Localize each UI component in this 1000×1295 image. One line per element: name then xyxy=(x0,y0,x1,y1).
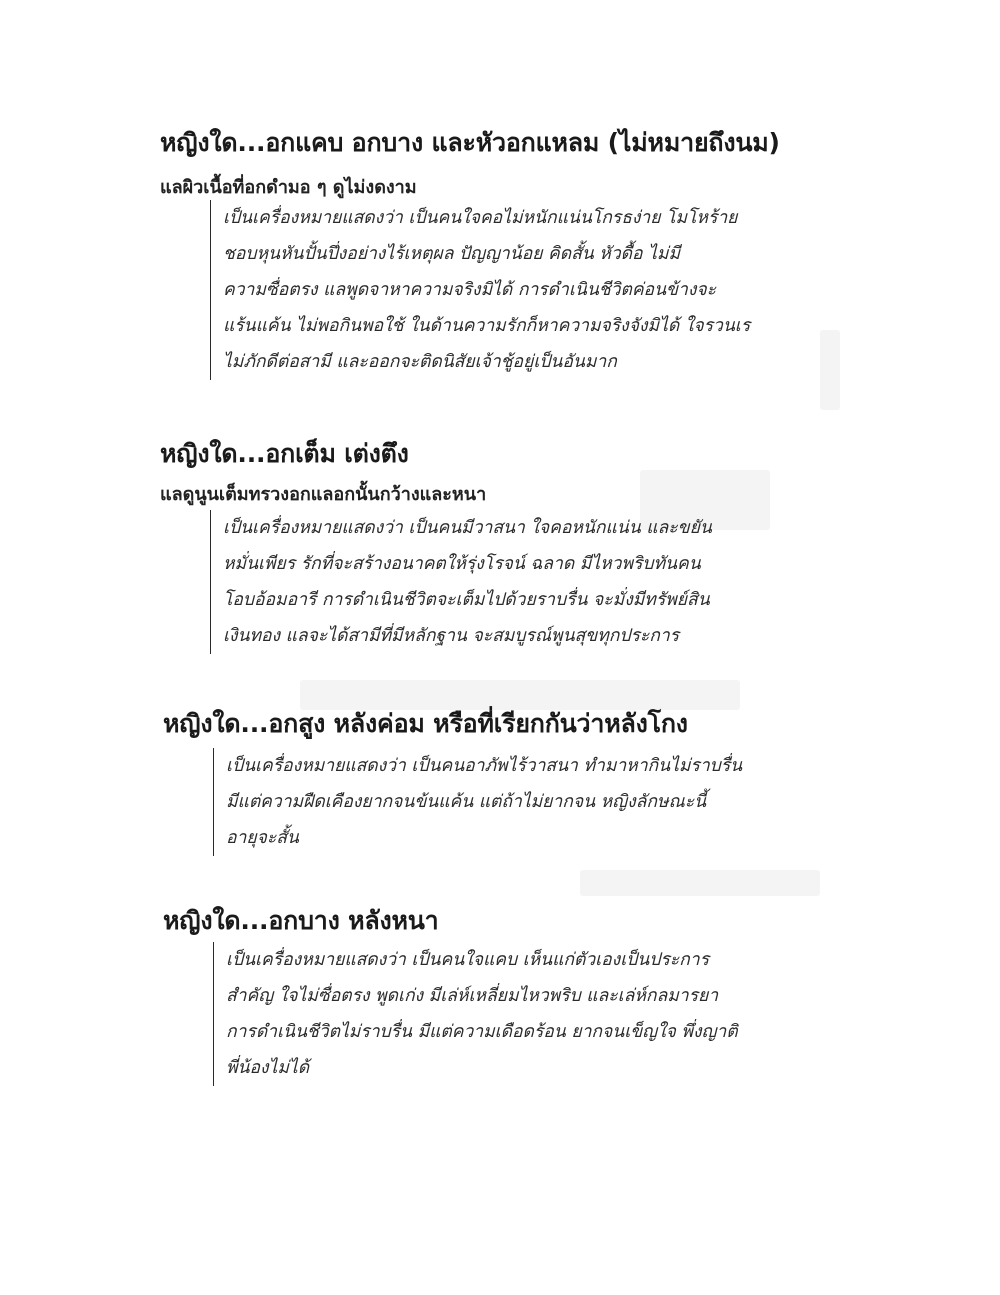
body-line: พี่น้องไม่ได้ xyxy=(226,1058,310,1078)
body-line: หมั่นเพียร รักที่จะสร้างอนาคตให้รุ่งโรจน์ ฉลาด มีไหวพริบทันคน xyxy=(223,554,701,574)
body-line: มีแต่ความฝืดเคืองยากจนข้นแค้น แต่ถ้าไม่ยากจน หญิงลักษณะนี้ xyxy=(226,792,707,812)
body-line: ชอบหุนหันปั้นปึ่งอย่างไร้เหตุผล ปัญญาน้อย คิดสั้น หัวดื้อ ไม่มี xyxy=(223,244,680,264)
section-body xyxy=(213,748,742,856)
body-line: เงินทอง แลจะได้สามีที่มีหลักฐาน จะสมบูรณ์พูนสุขทุกประการ xyxy=(223,626,680,646)
body-line: สำคัญ ใจไม่ซื่อตรง พูดเก่ง มีเล่ห์เหลี่ยมไหวพริบ และเล่ห์กลมารยา xyxy=(226,986,719,1006)
section-heading: หญิงใด...อกแคบ อกบาง และหัวอกแหลม (ไม่หมายถึงนม) xyxy=(160,128,780,157)
bleed-through-mark xyxy=(820,330,840,410)
body-line: แร้นแค้น ไม่พอกินพอใช้ ในด้านความรักก็หาความจริงจังมิได้ ใจรวนเร xyxy=(223,316,751,336)
section-heading: หญิงใด...อกสูง หลังค่อม หรือที่เรียกกันว่าหลังโกง xyxy=(163,709,688,738)
body-line: โอบอ้อมอารี การดำเนินชีวิตจะเต็มไปด้วยราบรื่น จะมั่งมีทรัพย์สิน xyxy=(223,590,710,610)
bleed-through-mark xyxy=(580,870,820,896)
section-body xyxy=(210,200,750,380)
section-subheading: แลผิวเนื้อที่อกดำมอ ๆ ดูไม่งดงาม xyxy=(160,177,417,198)
body-line: เป็นเครื่องหมายแสดงว่า เป็นคนมีวาสนา ใจคอหนักแน่น และขยัน xyxy=(223,518,712,538)
body-line: ความซื่อตรง แลพูดจาหาความจริงมิได้ การดำเนินชีวิตค่อนข้างจะ xyxy=(223,280,717,300)
section-heading: หญิงใด...อกเต็ม เต่งตึง xyxy=(160,439,409,468)
section-body xyxy=(213,942,738,1086)
bleed-through-mark xyxy=(300,680,740,710)
body-line: เป็นเครื่องหมายแสดงว่า เป็นคนใจแคบ เห็นแก่ตัวเองเป็นประการ xyxy=(226,950,709,970)
body-line: เป็นเครื่องหมายแสดงว่า เป็นคนใจคอไม่หนักแน่นโกรธง่าย โมโหร้าย xyxy=(223,208,738,228)
section-subheading: แลดูนูนเต็มทรวงอกแลอกนั้นกว้างและหนา xyxy=(160,484,487,505)
body-line: เป็นเครื่องหมายแสดงว่า เป็นคนอาภัพไร้วาสนา ทำมาหากินไม่ราบรื่น xyxy=(226,756,743,776)
body-line: ไม่ภักดีต่อสามี และออกจะติดนิสัยเจ้าชู้อยู่เป็นอันมาก xyxy=(223,352,617,372)
section-heading: หญิงใด...อกบาง หลังหนา xyxy=(163,906,439,935)
section-body xyxy=(210,510,712,654)
body-line: อายุจะสั้น xyxy=(226,828,299,848)
body-line: การดำเนินชีวิตไม่ราบรื่น มีแต่ความเดือดร้อน ยากจนเข็ญใจ พึ่งญาติ xyxy=(226,1022,738,1042)
